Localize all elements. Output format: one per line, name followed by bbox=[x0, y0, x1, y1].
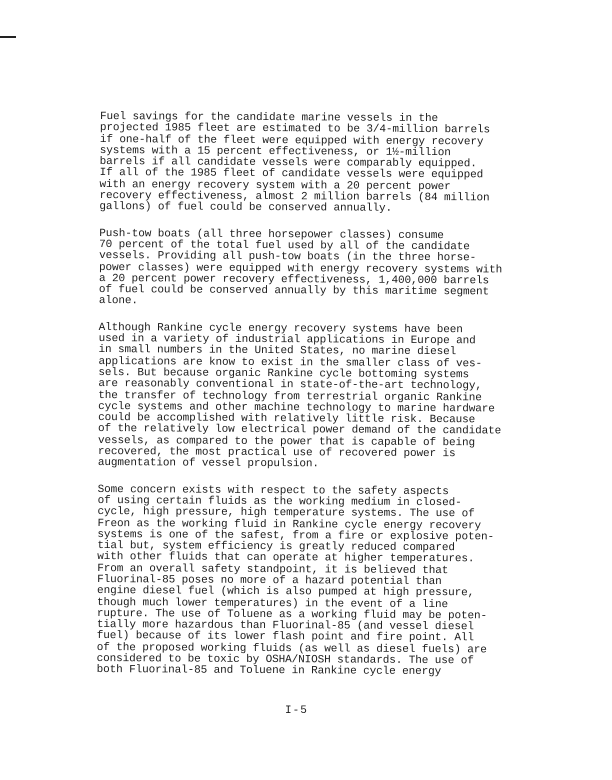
text-line: gallons) of fuel could be conserved annually. bbox=[99, 201, 393, 216]
text-line: barrels if all candidate vessels were comparably equipped. bbox=[99, 156, 477, 171]
text-line: are reasonably conventional in state-of-the-art technology, bbox=[98, 378, 482, 393]
text-line: applications are know to exist in the smaller class of ves- bbox=[98, 355, 483, 370]
text-line: If all of the 1985 fleet of candidate vessels were equipped bbox=[99, 167, 484, 182]
page-number: I-5 bbox=[285, 705, 308, 717]
text-line: Freon as the working fluid in Rankine cycle energy recovery bbox=[97, 517, 482, 532]
text-line: power classes) were equipped with energy recovery systems with bbox=[99, 261, 503, 277]
text-line: projected 1985 fleet are estimated to be 3/4-million barrels bbox=[99, 122, 491, 137]
text-line: systems is one of the safest, from a fire or explosive poten- bbox=[97, 528, 495, 544]
text-line: of the relatively low electrical power demand of the candidate bbox=[98, 423, 502, 438]
text-line: if one-half of the fleet were equipped with energy recovery bbox=[99, 133, 484, 148]
text-line: alone. bbox=[98, 295, 138, 308]
text-line: of fuel could be conserved annually by this maritime segment bbox=[98, 284, 490, 299]
text-line: Although Rankine cycle energy recovery systems have been bbox=[98, 321, 463, 336]
text-line: a 20 percent power recovery effectiveness, 1,400,000 barrels bbox=[98, 272, 490, 288]
text-line: with other fluids that can operate at higher temperatures. bbox=[97, 551, 475, 566]
text-line: recovered, the most practical use of recovered power is bbox=[97, 446, 456, 461]
text-line: both Fluorinal-85 and Toluene in Rankine cycle energy bbox=[96, 664, 442, 679]
text-line: the transfer of technology from terrestrial organic Rankine bbox=[98, 389, 482, 404]
text-line: sels. But because organic Rankine cycle bottoming systems bbox=[98, 366, 469, 382]
text-line: Some concern exists with respect to the safety aspects bbox=[97, 483, 449, 498]
paragraph bbox=[98, 323, 507, 472]
text-line: vessels. Providing all push-tow boats (in the three horse- bbox=[99, 250, 477, 265]
text-line: From an overall safety standpoint, it is believed that bbox=[97, 562, 449, 577]
text-line: of using certain fluids as the working medium in closed- bbox=[97, 494, 462, 510]
text-line: though much lower temperatures) in the event of a line bbox=[96, 596, 449, 611]
text-line: engine diesel fuel (which is also pumped at high pressure, bbox=[97, 585, 475, 600]
text-line: fuel) because of its lower flash point and fire point. All bbox=[96, 630, 474, 645]
text-line: tial but, system efficiency is greatly reduced compared bbox=[97, 540, 455, 555]
text-line: could be accomplished with relatively little risk. Because bbox=[98, 412, 476, 427]
text-line: Push-tow boats (all three horsepower classes) consume bbox=[99, 227, 444, 242]
text-line: of the proposed working fluids (as well as diesel fuels) are bbox=[96, 641, 487, 657]
text-line: tially more hazardous than Fluorinal-85 (and vessel diesel bbox=[96, 619, 474, 634]
text-line: rupture. The use of Toluene as a working fluid may be poten- bbox=[96, 607, 488, 623]
text-line: used in a variety of industrial applications in Europe and bbox=[98, 333, 476, 348]
text-line: systems with a 15 percent effectiveness, or 1½-million bbox=[99, 144, 451, 160]
paragraph bbox=[99, 229, 507, 311]
paragraph bbox=[97, 485, 506, 680]
paragraph bbox=[99, 112, 508, 216]
text-line: Fluorinal-85 poses no more of a hazard potential than bbox=[97, 573, 442, 589]
document-body bbox=[96, 112, 508, 694]
text-line: in small numbers in the United States, no marine diesel bbox=[98, 344, 457, 359]
text-line: cycle systems and other machine technology to marine hardware bbox=[98, 400, 495, 416]
text-line: with an energy recovery system with a 20 percent power bbox=[99, 178, 451, 193]
text-line: vessels, as compared to the power that is capable of being bbox=[97, 434, 476, 450]
margin-mark bbox=[0, 36, 16, 38]
text-line: recovery effectiveness, almost 2 million barrels (84 million bbox=[99, 190, 490, 205]
text-line: cycle, high pressure, high temperature systems. The use of bbox=[97, 506, 475, 521]
text-line: 70 percent of the total fuel used by all of the candidate bbox=[99, 238, 470, 254]
text-line: considered to be toxic by OSHA/NIOSH standards. The use of bbox=[96, 653, 474, 668]
text-line: augmentation of vessel propulsion. bbox=[97, 457, 319, 471]
text-line: Fuel savings for the candidate marine vessels in the bbox=[99, 111, 439, 126]
